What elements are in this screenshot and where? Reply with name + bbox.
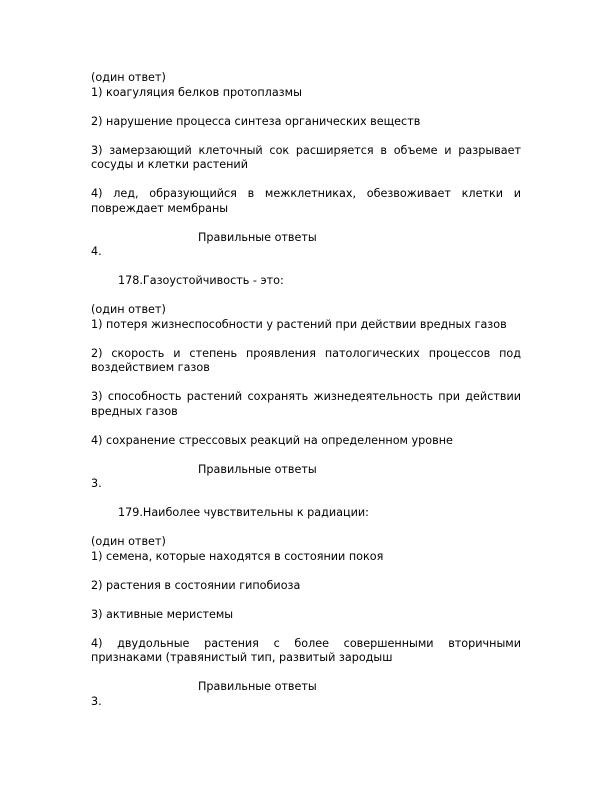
correct-answers-label: Правильные ответы (198, 680, 317, 693)
correct-answers-label: Правильные ответы (198, 462, 317, 476)
answer-option: 4) сохранение стрессовых реакций на определенном уровне (91, 433, 453, 447)
correct-answer: 3. (91, 694, 102, 708)
question-title: 179.Наиболее чувствительны к радиации: (118, 506, 369, 519)
answer-option: 1) потеря жизнеспособности у растений при действии вредных газов (91, 317, 507, 331)
answer-option: 2) скорость и степень проявления патологических процессов под воздействием газов (91, 346, 521, 374)
answer-option: 4) лед, образующийся в межклетниках, обезвоживает клетки и повреждает мембраны (91, 187, 521, 215)
answer-option: 2) растения в состоянии гипобиоза (91, 578, 301, 592)
answer-option: 3) замерзающий клеточный сок расширяется в объеме и разрывает сосуды и клетки растений (91, 143, 521, 171)
correct-answers-label: Правильные ответы (198, 230, 317, 244)
answer-mode: (один ответ) (91, 303, 166, 316)
correct-answer: 3. (91, 477, 102, 490)
answer-option: 1) коагуляция белков протоплазмы (91, 85, 302, 99)
answer-mode: (один ответ) (91, 535, 166, 548)
correct-answer: 4. (91, 245, 102, 258)
answer-option: 2) нарушение процесса синтеза органических веществ (91, 114, 421, 128)
question-title: 178.Газоустойчивость - это: (118, 274, 284, 287)
answer-option: 3) способность растений сохранять жизнедеятельность при действии вредных газов (91, 390, 521, 418)
answer-option: 4) двудольные растения с более совершенными вторичными признаками (травянистый тип, развитый зародыш (91, 636, 521, 664)
answer-option: 3) активные меристемы (91, 607, 234, 621)
answer-mode: (один ответ) (91, 71, 166, 84)
answer-option: 1) семена, которые находятся в состоянии покоя (91, 549, 384, 563)
test-content (91, 71, 521, 709)
